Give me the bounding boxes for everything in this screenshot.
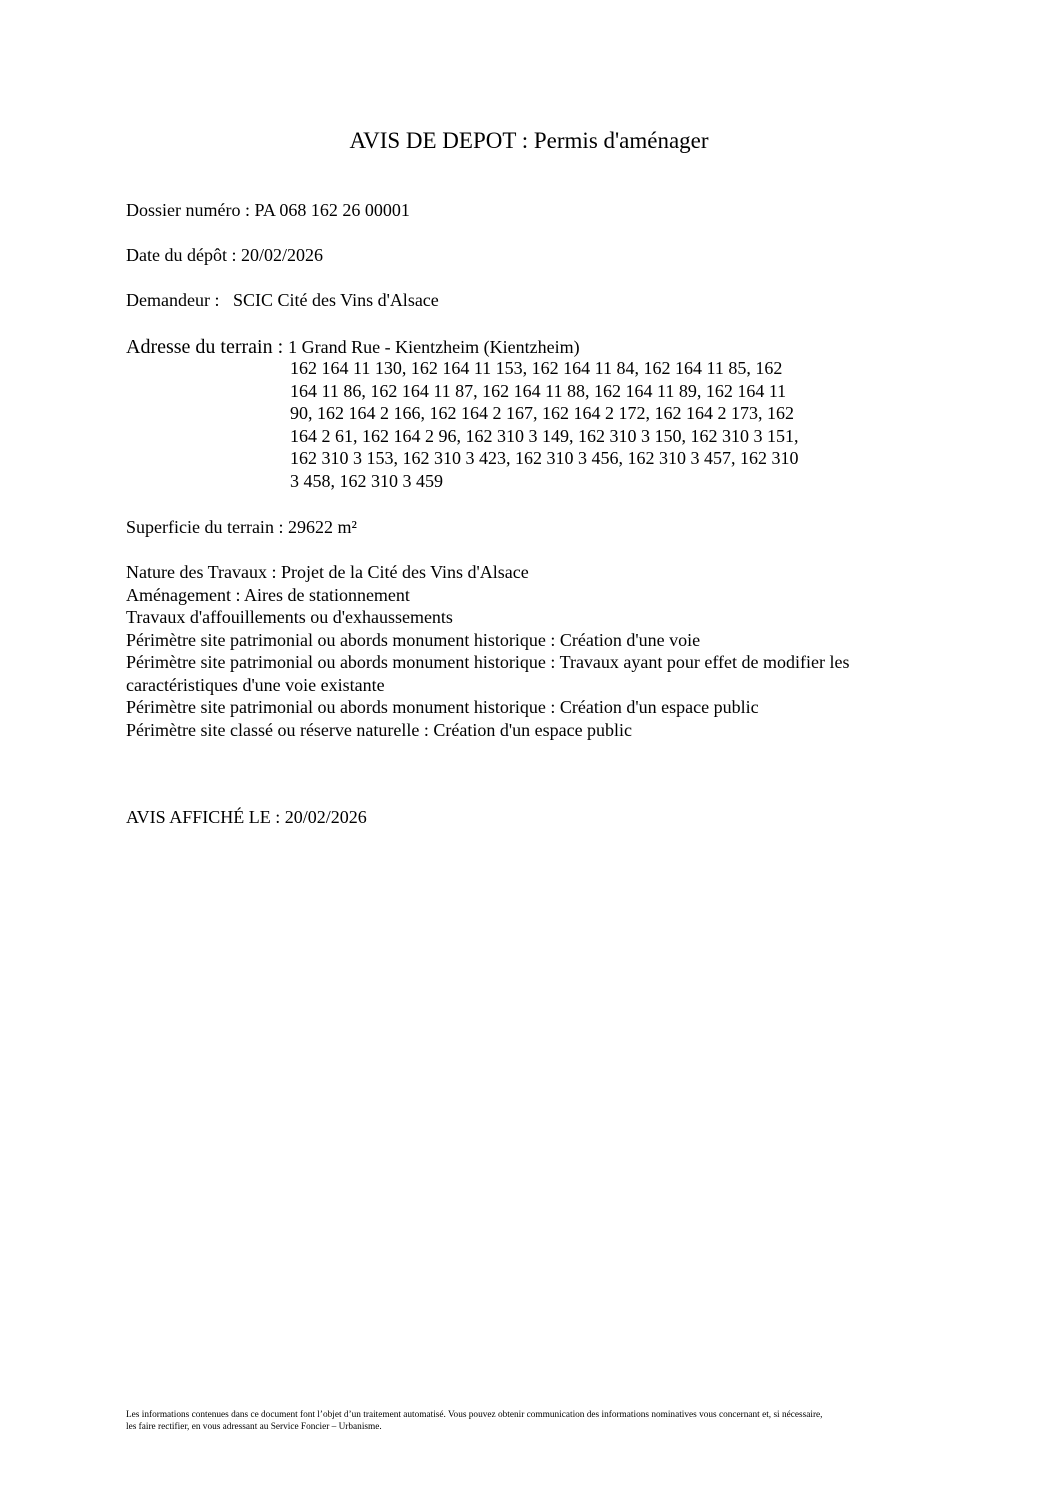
applicant: Demandeur : SCIC Cité des Vins d'Alsace <box>126 290 439 310</box>
parcel-line: 162 310 3 153, 162 310 3 423, 162 310 3 456, 162 310 3 457, 162 310 <box>290 448 799 468</box>
posted-date: AVIS AFFICHÉ LE : 20/02/2026 <box>126 807 367 827</box>
land-area: Superficie du terrain : 29622 m² <box>126 517 357 537</box>
address-value: 1 Grand Rue - Kientzheim (Kientzheim) <box>288 337 580 357</box>
parcel-list <box>290 357 850 492</box>
footer-line: Les informations contenues dans ce document font l’objet d’un traitement automatisé. Vous pouvez obtenir communication des informations nominatives vous concernant et, si nécessaire, <box>126 1410 823 1420</box>
dossier-number: Dossier numéro : PA 068 162 26 00001 <box>126 200 410 220</box>
footer-line: les faire rectifier, en vous adressant au Service Foncier – Urbanisme. <box>126 1422 382 1432</box>
works-line: Périmètre site classé ou réserve naturelle : Création d'un espace public <box>126 719 633 740</box>
parcel-line: 90, 162 164 2 166, 162 164 2 167, 162 164 2 172, 162 164 2 173, 162 <box>290 403 794 423</box>
parcel-line: 3 458, 162 310 3 459 <box>290 470 443 491</box>
parcel-line: 162 164 11 130, 162 164 11 153, 162 164 11 84, 162 164 11 85, 162 <box>290 358 783 378</box>
parcel-line: 164 11 86, 162 164 11 87, 162 164 11 88, 162 164 11 89, 162 164 11 <box>290 380 787 401</box>
works-line: Nature des Travaux : Projet de la Cité des Vins d'Alsace <box>126 562 529 582</box>
works-description <box>126 561 941 741</box>
works-line: Périmètre site patrimonial ou abords monument historique : Création d'un espace public <box>126 697 759 717</box>
page-title: AVIS DE DEPOT : Permis d'aménager <box>349 128 709 153</box>
deposit-date: Date du dépôt : 20/02/2026 <box>126 245 323 265</box>
works-line: Périmètre site patrimonial ou abords monument historique : Travaux ayant pour effet de modifier les <box>126 652 850 672</box>
privacy-footer <box>126 1409 936 1433</box>
works-line: caractéristiques d'une voie existante <box>126 674 385 695</box>
parcel-line: 164 2 61, 162 164 2 96, 162 310 3 149, 162 310 3 150, 162 310 3 151, <box>290 425 799 446</box>
works-line: Travaux d'affouillements ou d'exhaussements <box>126 607 453 627</box>
address-label: Adresse du terrain : <box>126 336 284 358</box>
works-line: Aménagement : Aires de stationnement <box>126 584 410 605</box>
works-line: Périmètre site patrimonial ou abords monument historique : Création d'une voie <box>126 629 701 650</box>
